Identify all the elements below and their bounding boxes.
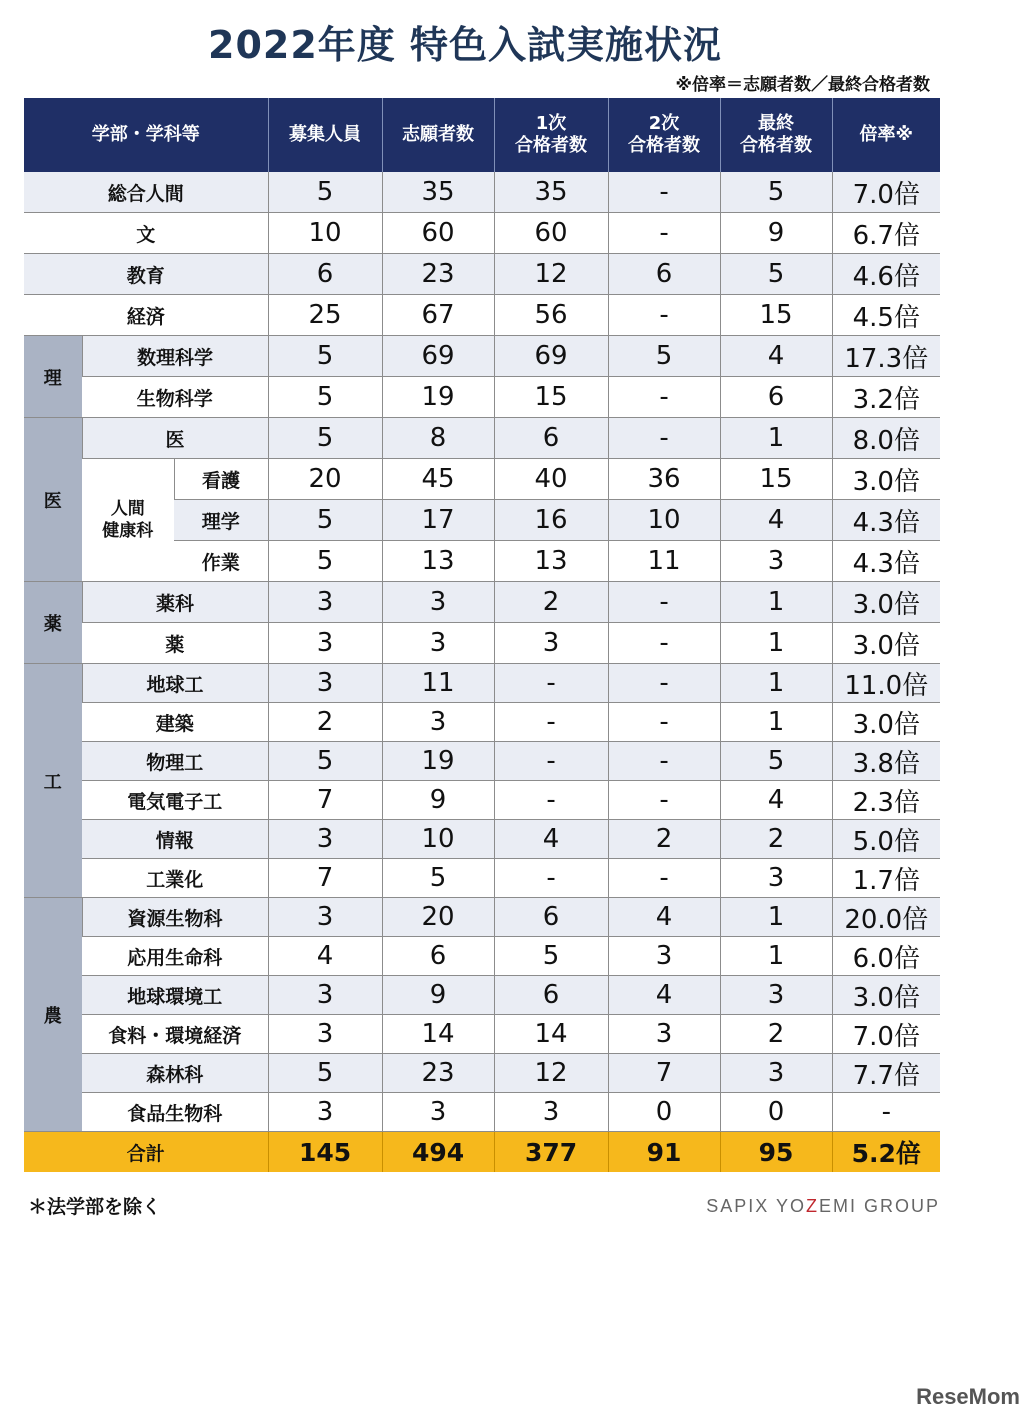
cell-ratio: 3.0倍 [832, 459, 940, 500]
cell-capacity: 3 [268, 1015, 382, 1054]
cell-capacity: 2 [268, 703, 382, 742]
cell-second-pass: - [608, 172, 720, 213]
cell-final-pass: 1 [720, 418, 832, 459]
cell-ratio: 3.0倍 [832, 582, 940, 623]
table-row [24, 1015, 940, 1054]
cell-ratio: 5.0倍 [832, 820, 940, 859]
cell-ratio: 3.0倍 [832, 623, 940, 664]
cell-first-pass: 40 [494, 459, 608, 500]
cell-capacity: 3 [268, 820, 382, 859]
cell-applicants: 11 [382, 664, 494, 703]
dept-name: 地球工 [82, 664, 268, 703]
cell-final-pass: 2 [720, 1015, 832, 1054]
cell-final-pass: 1 [720, 898, 832, 937]
brand-pre: SAPIX Y [706, 1196, 790, 1216]
table-row [24, 582, 940, 623]
dept-name: 看護 [174, 459, 268, 500]
table-row [24, 742, 940, 781]
cell-first-pass: 15 [494, 377, 608, 418]
total-capacity: 145 [268, 1132, 382, 1173]
cell-ratio: 4.6倍 [832, 254, 940, 295]
cell-second-pass: - [608, 213, 720, 254]
cell-second-pass: - [608, 377, 720, 418]
cell-final-pass: 5 [720, 742, 832, 781]
cell-final-pass: 5 [720, 172, 832, 213]
cell-applicants: 19 [382, 742, 494, 781]
cell-first-pass: 60 [494, 213, 608, 254]
header-ratio: 倍率※ [832, 98, 940, 172]
table-row [24, 976, 940, 1015]
table-row [24, 336, 940, 377]
cell-final-pass: 15 [720, 459, 832, 500]
cell-second-pass: - [608, 742, 720, 781]
table-row [24, 213, 940, 254]
brand-o: O [789, 1196, 806, 1216]
cell-ratio: 3.0倍 [832, 703, 940, 742]
cell-applicants: 14 [382, 1015, 494, 1054]
table-row [24, 898, 940, 937]
cell-final-pass: 5 [720, 254, 832, 295]
cell-second-pass: - [608, 295, 720, 336]
admission-table [24, 98, 940, 1172]
cell-first-pass: - [494, 742, 608, 781]
cell-second-pass: 2 [608, 820, 720, 859]
cell-ratio: 17.3倍 [832, 336, 940, 377]
cell-capacity: 6 [268, 254, 382, 295]
cell-second-pass: 10 [608, 500, 720, 541]
cell-first-pass: 69 [494, 336, 608, 377]
cell-applicants: 35 [382, 172, 494, 213]
cell-applicants: 3 [382, 703, 494, 742]
cell-capacity: 5 [268, 500, 382, 541]
cell-applicants: 67 [382, 295, 494, 336]
cell-final-pass: 1 [720, 937, 832, 976]
total-second-pass: 91 [608, 1132, 720, 1173]
dept-name: 作業 [174, 541, 268, 582]
table-row [24, 1054, 940, 1093]
dept-name: 地球環境工 [82, 976, 268, 1015]
cell-ratio: 1.7倍 [832, 859, 940, 898]
cell-applicants: 23 [382, 254, 494, 295]
cell-final-pass: 3 [720, 976, 832, 1015]
cell-ratio: 11.0倍 [832, 664, 940, 703]
cell-ratio: 3.2倍 [832, 377, 940, 418]
table-row [24, 859, 940, 898]
cell-ratio: 4.3倍 [832, 541, 940, 582]
cell-ratio: 7.7倍 [832, 1054, 940, 1093]
cell-capacity: 7 [268, 859, 382, 898]
group-label: 薬 [24, 582, 82, 664]
dept-name: 薬 [82, 623, 268, 664]
cell-first-pass: 4 [494, 820, 608, 859]
cell-applicants: 9 [382, 976, 494, 1015]
cell-first-pass: 56 [494, 295, 608, 336]
cell-applicants: 45 [382, 459, 494, 500]
dept-name: 応用生命科 [82, 937, 268, 976]
cell-ratio: 20.0倍 [832, 898, 940, 937]
cell-final-pass: 15 [720, 295, 832, 336]
cell-second-pass: 11 [608, 541, 720, 582]
cell-applicants: 69 [382, 336, 494, 377]
group-label: 工 [24, 664, 82, 898]
cell-capacity: 5 [268, 541, 382, 582]
cell-applicants: 8 [382, 418, 494, 459]
cell-second-pass: 3 [608, 937, 720, 976]
cell-final-pass: 1 [720, 623, 832, 664]
cell-second-pass: 3 [608, 1015, 720, 1054]
cell-first-pass: 3 [494, 623, 608, 664]
page-title: 2022年度 特色入試実施状況 [208, 23, 722, 67]
cell-first-pass: 16 [494, 500, 608, 541]
cell-final-pass: 9 [720, 213, 832, 254]
dept-name: 文 [24, 213, 268, 254]
total-final-pass: 95 [720, 1132, 832, 1173]
dept-name: 資源生物科 [82, 898, 268, 937]
cell-second-pass: - [608, 582, 720, 623]
cell-final-pass: 1 [720, 582, 832, 623]
dept-name: 理学 [174, 500, 268, 541]
dept-name: 経済 [24, 295, 268, 336]
resemom-watermark: ReseMom [916, 1384, 1020, 1409]
header-final-pass: 最終 合格者数 [720, 98, 832, 172]
cell-capacity: 3 [268, 1093, 382, 1132]
cell-capacity: 10 [268, 213, 382, 254]
cell-second-pass: - [608, 623, 720, 664]
cell-capacity: 7 [268, 781, 382, 820]
total-label: 合計 [24, 1132, 268, 1173]
subgroup-label: 人間 健康科 [82, 459, 174, 582]
cell-ratio: - [832, 1093, 940, 1132]
cell-applicants: 9 [382, 781, 494, 820]
cell-capacity: 20 [268, 459, 382, 500]
cell-ratio: 6.7倍 [832, 213, 940, 254]
cell-applicants: 20 [382, 898, 494, 937]
cell-capacity: 25 [268, 295, 382, 336]
cell-second-pass: - [608, 859, 720, 898]
cell-final-pass: 3 [720, 541, 832, 582]
cell-capacity: 5 [268, 418, 382, 459]
cell-applicants: 3 [382, 1093, 494, 1132]
table-row [24, 937, 940, 976]
group-label: 農 [24, 898, 82, 1132]
cell-first-pass: 13 [494, 541, 608, 582]
cell-ratio: 8.0倍 [832, 418, 940, 459]
dept-name: 医 [82, 418, 268, 459]
cell-first-pass: - [494, 781, 608, 820]
cell-ratio: 2.3倍 [832, 781, 940, 820]
group-label: 医 [24, 418, 82, 582]
cell-applicants: 17 [382, 500, 494, 541]
cell-first-pass: 12 [494, 1054, 608, 1093]
table-row [24, 623, 940, 664]
cell-ratio: 7.0倍 [832, 1015, 940, 1054]
total-row [24, 1132, 940, 1173]
cell-first-pass: 14 [494, 1015, 608, 1054]
cell-final-pass: 3 [720, 1054, 832, 1093]
dept-name: 数理科学 [82, 336, 268, 377]
cell-first-pass: 5 [494, 937, 608, 976]
cell-second-pass: 5 [608, 336, 720, 377]
cell-final-pass: 1 [720, 703, 832, 742]
cell-first-pass: 12 [494, 254, 608, 295]
table-row [24, 1093, 940, 1132]
cell-capacity: 5 [268, 1054, 382, 1093]
cell-final-pass: 2 [720, 820, 832, 859]
table-row [24, 377, 940, 418]
dept-name: 生物科学 [82, 377, 268, 418]
dept-name: 教育 [24, 254, 268, 295]
cell-first-pass: 35 [494, 172, 608, 213]
dept-name: 森林科 [82, 1054, 268, 1093]
header-second-pass: 2次 合格者数 [608, 98, 720, 172]
cell-first-pass: - [494, 664, 608, 703]
cell-second-pass: - [608, 418, 720, 459]
cell-first-pass: 6 [494, 418, 608, 459]
cell-capacity: 5 [268, 172, 382, 213]
dept-name: 工業化 [82, 859, 268, 898]
ratio-note: ※倍率＝志願者数／最終合格者数 [675, 75, 930, 95]
dept-name: 情報 [82, 820, 268, 859]
brand-post: EMI GROUP [818, 1196, 940, 1216]
cell-capacity: 3 [268, 623, 382, 664]
sapix-logo [706, 1196, 940, 1217]
cell-final-pass: 1 [720, 664, 832, 703]
dept-name: 建築 [82, 703, 268, 742]
cell-applicants: 3 [382, 623, 494, 664]
cell-final-pass: 4 [720, 500, 832, 541]
header-capacity: 募集人員 [268, 98, 382, 172]
cell-applicants: 60 [382, 213, 494, 254]
cell-capacity: 3 [268, 976, 382, 1015]
cell-second-pass: 0 [608, 1093, 720, 1132]
cell-second-pass: 6 [608, 254, 720, 295]
cell-applicants: 6 [382, 937, 494, 976]
cell-second-pass: 36 [608, 459, 720, 500]
cell-final-pass: 3 [720, 859, 832, 898]
cell-first-pass: 6 [494, 898, 608, 937]
brand-z: Z [805, 1196, 819, 1216]
cell-capacity: 3 [268, 582, 382, 623]
header-dept: 学部・学科等 [24, 98, 268, 172]
cell-capacity: 5 [268, 377, 382, 418]
cell-final-pass: 6 [720, 377, 832, 418]
cell-final-pass: 4 [720, 336, 832, 377]
cell-capacity: 4 [268, 937, 382, 976]
dept-name: 総合人間 [24, 172, 268, 213]
cell-applicants: 23 [382, 1054, 494, 1093]
cell-second-pass: - [608, 781, 720, 820]
table-row [24, 172, 940, 213]
table-row [24, 295, 940, 336]
cell-ratio: 4.5倍 [832, 295, 940, 336]
cell-first-pass: 6 [494, 976, 608, 1015]
table-row [24, 703, 940, 742]
cell-final-pass: 0 [720, 1093, 832, 1132]
dept-name: 薬科 [82, 582, 268, 623]
cell-applicants: 19 [382, 377, 494, 418]
header-first-pass: 1次 合格者数 [494, 98, 608, 172]
header-applicants: 志願者数 [382, 98, 494, 172]
cell-applicants: 5 [382, 859, 494, 898]
total-applicants: 494 [382, 1132, 494, 1173]
cell-capacity: 5 [268, 742, 382, 781]
cell-first-pass: - [494, 859, 608, 898]
cell-capacity: 5 [268, 336, 382, 377]
cell-second-pass: 7 [608, 1054, 720, 1093]
cell-applicants: 10 [382, 820, 494, 859]
cell-ratio: 3.0倍 [832, 976, 940, 1015]
dept-name: 食品生物科 [82, 1093, 268, 1132]
footnote: ＊法学部を除く [28, 1196, 162, 1218]
dept-name: 物理工 [82, 742, 268, 781]
dept-name: 電気電子工 [82, 781, 268, 820]
group-label: 理 [24, 336, 82, 418]
table-row [24, 664, 940, 703]
total-first-pass: 377 [494, 1132, 608, 1173]
cell-second-pass: - [608, 664, 720, 703]
table-row [24, 418, 940, 459]
cell-first-pass: 2 [494, 582, 608, 623]
dept-name: 食料・環境経済 [82, 1015, 268, 1054]
header-row [24, 98, 940, 172]
cell-ratio: 6.0倍 [832, 937, 940, 976]
cell-final-pass: 4 [720, 781, 832, 820]
cell-first-pass: - [494, 703, 608, 742]
cell-applicants: 13 [382, 541, 494, 582]
cell-ratio: 7.0倍 [832, 172, 940, 213]
cell-second-pass: - [608, 703, 720, 742]
table-row [24, 781, 940, 820]
cell-second-pass: 4 [608, 976, 720, 1015]
cell-ratio: 3.8倍 [832, 742, 940, 781]
cell-ratio: 4.3倍 [832, 500, 940, 541]
cell-capacity: 3 [268, 664, 382, 703]
total-ratio: 5.2倍 [832, 1132, 940, 1173]
table-row [24, 459, 940, 500]
table-row [24, 820, 940, 859]
cell-capacity: 3 [268, 898, 382, 937]
cell-second-pass: 4 [608, 898, 720, 937]
cell-first-pass: 3 [494, 1093, 608, 1132]
table-row [24, 254, 940, 295]
cell-applicants: 3 [382, 582, 494, 623]
